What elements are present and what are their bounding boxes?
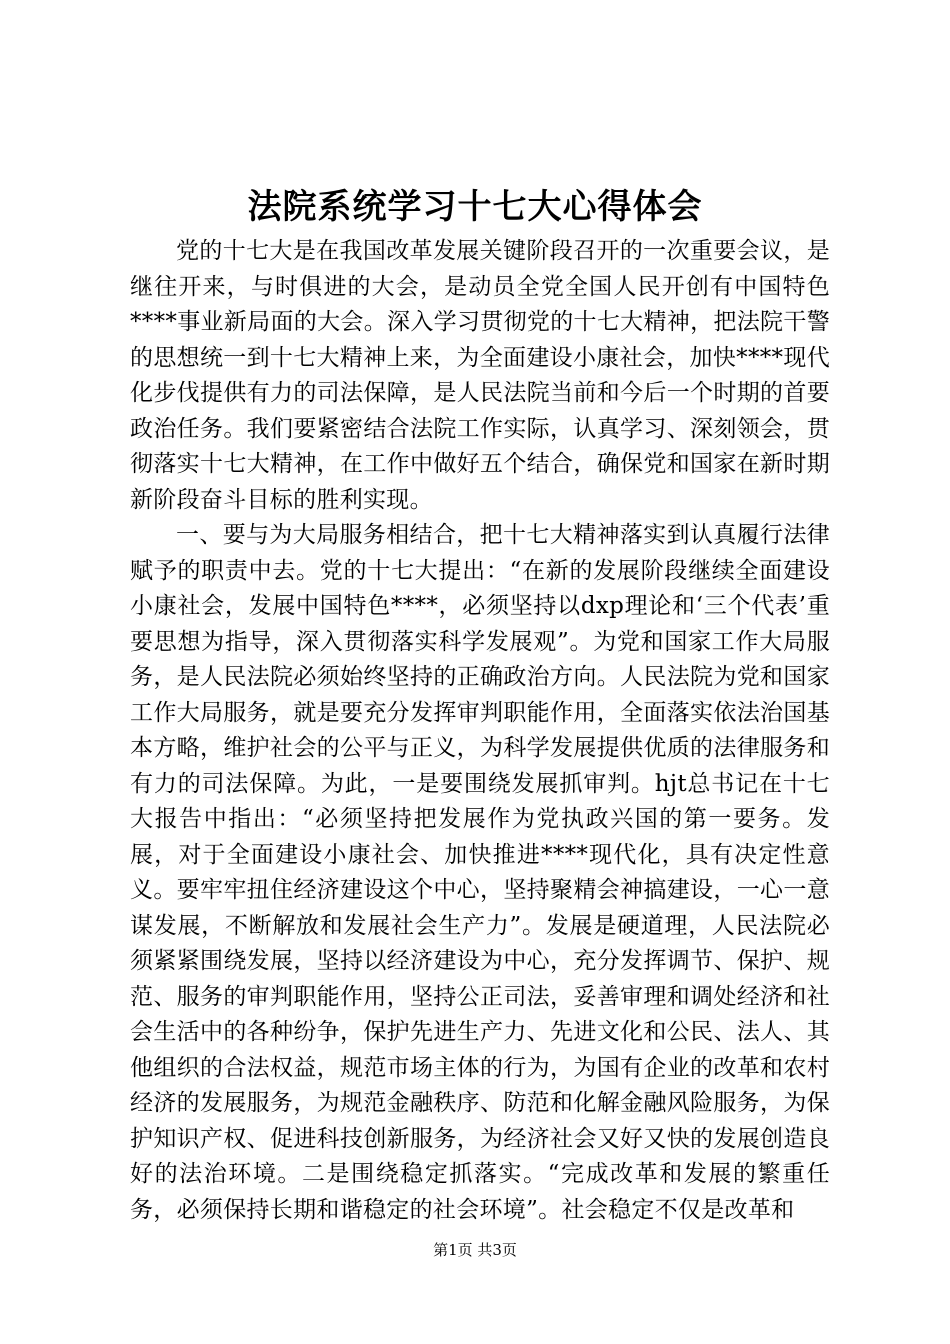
paragraph-section-one: 一、要与为大局服务相结合，把十七大精神落实到认真履行法律赋予的职责中去。党的十七大提出：“在新的发展阶段继续全面建设小康社会，发展中国特色****，必须坚持以dxp理论和‘三个代表’重要思想为指导，深入贯彻落实科学发展观”。为党和国家工作大局服务，是人民法院必须始终坚持的正确政治方向。人民法院为党和国家工作大局服务，就是要充分发挥审判职能作用，全面落实依法治国基本方略，维护社会的公平与正义，为科学发展提供优质的法律服务和有力的司法保障。为此，一是要围绕发展抓审判。hjt总书记在十七大报告中指出：“必须坚持把发展作为党执政兴国的第一要务。发展，对于全面建设小康社会、加快推进****现代化，具有决定性意义。要牢牢扭住经济建设这个中心，坚持聚精会神搞建设，一心一意谋发展，不断解放和发展社会生产力”。发展是硬道理，人民法院必须紧紧围绕发展，坚持以经济建设为中心，充分发挥调节、保护、规范、服务的审判职能作用，坚持公正司法，妥善审理和调处经济和社会生活中的各种纷争，保护先进生产力、先进文化和公民、法人、其他组织的合法权益，规范市场主体的行为，为国有企业的改革和农村经济的发展服务，为规范金融秩序、防范和化解金融风险服务，为保护知识产权、促进科技创新服务，为经济社会又好又快的发展创造良好的法治环境。二是围绕稳定抓落实。“完成改革和发展的繁重任务，必须保持长期和谐稳定的社会环境”。社会稳定不仅是改革和 (130, 522, 830, 1223)
page-number-footer: 第1页 共3页 (433, 1241, 517, 1259)
document-title: 法院系统学习十七大心得体会 (247, 187, 703, 227)
document-body (130, 234, 830, 1228)
paragraph-intro: 党的十七大是在我国改革发展关键阶段召开的一次重要会议，是继往开来，与时俱进的大会，是动员全党全国人民开创有中国特色****事业新局面的大会。深入学习贯彻党的十七大精神，把法院干警的思想统一到十七大精神上来，为全面建设小康社会，加快****现代化步伐提供有力的司法保障，是人民法院当前和今后一个时期的首要政治任务。我们要紧密结合法院工作实际，认真学习、深刻领会，贯彻落实十七大精神，在工作中做好五个结合，确保党和国家在新时期新阶段奋斗目标的胜利实现。 (130, 238, 830, 513)
